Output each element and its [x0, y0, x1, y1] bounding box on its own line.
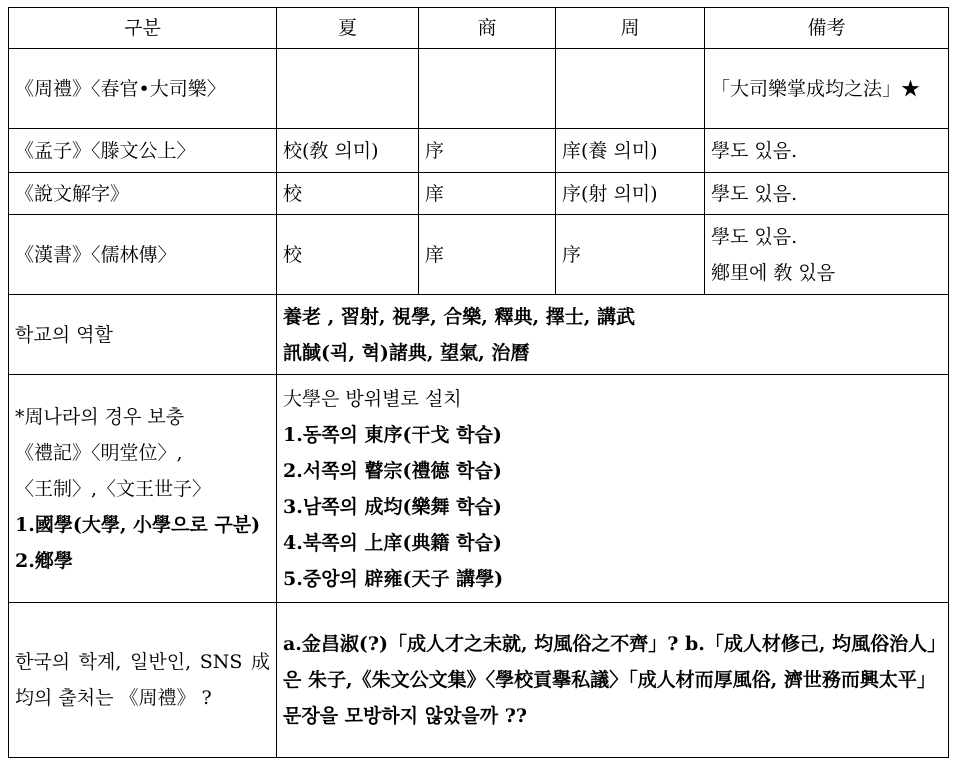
- zhou-left-line: 1.國學(大學, 小學으로 구분): [15, 513, 261, 536]
- zhou-left-line: *周나라의 경우 보충: [15, 405, 185, 428]
- comparison-table: [8, 7, 949, 758]
- zhou-right-line: 5.중앙의 辟雍(天子 講學): [283, 567, 504, 590]
- zhou-case-left: [9, 375, 277, 603]
- zhou-left-line: 〈王制〉,〈文王世子〉: [15, 477, 212, 500]
- korea-left: 한국의 학계, 일반인, SNS 成均의 출처는 《周禮》 ?: [9, 603, 277, 758]
- header-note: 備考: [705, 8, 949, 49]
- cell-zhou: 庠(養 의미): [556, 129, 705, 173]
- cell-note: 學도 있음.: [705, 173, 949, 215]
- zhou-case-right: [277, 375, 949, 603]
- note-line: 學도 있음.: [711, 225, 798, 248]
- header-zhou: 周: [556, 8, 705, 49]
- header-category: 구분: [9, 8, 277, 49]
- table-row: [9, 215, 949, 295]
- zhou-right-line: 大學은 방위별로 설치: [283, 387, 462, 410]
- row-label: 《周禮》〈春官•大司樂〉: [9, 49, 277, 129]
- zhou-left-line: 2.鄕學: [15, 549, 73, 572]
- cell-shang: 序: [419, 129, 556, 173]
- cell-xia: 校(敎 의미): [277, 129, 419, 173]
- cell-shang: 庠: [419, 173, 556, 215]
- row-label: 《說文解字》: [9, 173, 277, 215]
- cell-shang: [419, 49, 556, 129]
- role-line: 養老 , 習射, 視學, 合樂, 釋典, 擇士, 講武: [283, 305, 635, 328]
- table-row: [9, 129, 949, 173]
- cell-xia: [277, 49, 419, 129]
- role-content: [277, 295, 949, 375]
- zhou-case-row: [9, 375, 949, 603]
- cell-xia: 校: [277, 173, 419, 215]
- zhou-left-line: 《禮記》〈明堂位〉,: [15, 441, 183, 464]
- cell-note: [705, 215, 949, 295]
- zhou-right-line: 2.서쪽의 瞽宗(禮德 학습): [283, 459, 502, 482]
- cell-xia: 校: [277, 215, 419, 295]
- table-row: [9, 173, 949, 215]
- zhou-right-line: 4.북쪽의 上庠(典籍 학습): [283, 531, 502, 554]
- cell-zhou: [556, 49, 705, 129]
- header-row: [9, 8, 949, 49]
- korea-row: [9, 603, 949, 758]
- zhou-right-line: 3.남쪽의 成均(樂舞 학습): [283, 495, 502, 518]
- cell-note: 學도 있음.: [705, 129, 949, 173]
- role-line: 訊馘(괵, 혁)諸典, 望氣, 治曆: [283, 341, 530, 364]
- cell-zhou: 序(射 의미): [556, 173, 705, 215]
- note-line: 鄕里에 敎 있음: [711, 261, 836, 284]
- role-row: [9, 295, 949, 375]
- cell-note: 「大司樂掌成均之法」★: [705, 49, 949, 129]
- cell-zhou: 序: [556, 215, 705, 295]
- header-shang: 商: [419, 8, 556, 49]
- row-label: 《孟子》〈滕文公上〉: [9, 129, 277, 173]
- header-xia: 夏: [277, 8, 419, 49]
- row-label: 《漢書》〈儒林傳〉: [9, 215, 277, 295]
- korea-right: a.金昌淑(?)「成人才之未就, 均風俗之不齊」? b.「成人材修己, 均風俗治人」은 朱子,《朱文公文集》〈學校貢擧私議〉「成人材而厚風俗, 濟世務而興太平」 문장을 모방하지 않았을까 ??: [277, 603, 949, 758]
- zhou-right-line: 1.동쪽의 東序(干戈 학습): [283, 423, 502, 446]
- cell-shang: 庠: [419, 215, 556, 295]
- role-label: 학교의 역할: [9, 295, 277, 375]
- table-row: [9, 49, 949, 129]
